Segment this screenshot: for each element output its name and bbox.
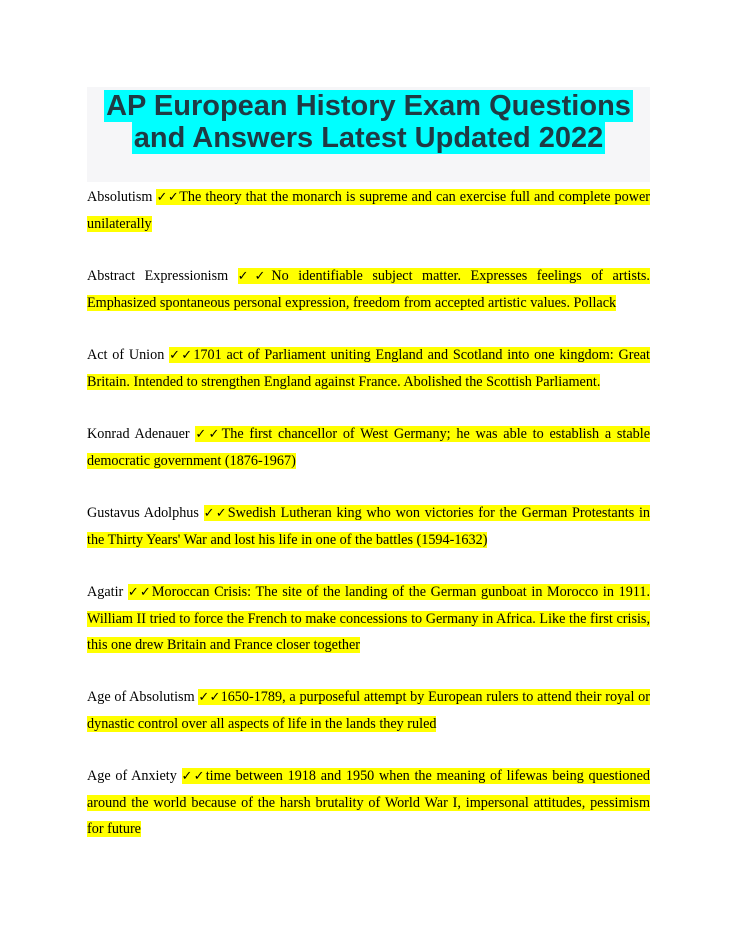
list-item	[87, 263, 650, 316]
check-mark-icon: ✓✓	[156, 190, 180, 205]
entry-definition: time between 1918 and 1950 when the meaning of lifewas being questioned around the world because of the harsh brutality of World War I, impersonal attitudes, pessimism for future	[87, 768, 650, 837]
list-item	[87, 342, 650, 395]
entry-term: Gustavus Adolphus	[87, 505, 199, 521]
check-mark-icon: ✓✓	[237, 269, 272, 284]
entry-definition: The theory that the monarch is supreme and can exercise full and complete power unilaterally	[87, 189, 650, 232]
check-mark-icon: ✓✓	[198, 690, 221, 705]
entry-term: Act of Union	[87, 347, 165, 363]
entry-term: Konrad Adenauer	[87, 426, 190, 442]
check-mark-icon: ✓✓	[127, 585, 152, 600]
title-line-1: AP European History Exam Questions	[106, 90, 631, 122]
entry-definition: No identifiable subject matter. Expresses feelings of artists. Emphasized spontaneous personal expression, freedom from accepted artistic values. Pollack	[87, 268, 650, 311]
entry-definition: Moroccan Crisis: The site of the landing of the German gunboat in Morocco in 1911. William II tried to force the French to make concessions to Germany in Africa. Like the first crisis, this one drew Britain and France closer together	[87, 584, 650, 653]
list-item	[87, 684, 650, 737]
page-title	[87, 90, 650, 154]
list-item	[87, 579, 650, 658]
entry-definition: 1701 act of Parliament uniting England and Scotland into one kingdom: Great Britain. Intended to strengthen England against France. Abolished the Scottish Parliament.	[87, 347, 650, 390]
list-item	[87, 500, 650, 553]
entry-term: Age of Anxiety	[87, 768, 177, 784]
list-item	[87, 184, 650, 237]
list-item	[87, 421, 650, 474]
list-item	[87, 763, 650, 842]
entry-term: Agatir	[87, 584, 124, 600]
entry-term: Age of Absolutism	[87, 689, 195, 705]
check-mark-icon: ✓✓	[203, 506, 228, 521]
entry-definition: 1650-1789, a purposeful attempt by European rulers to attend their royal or dynastic control over all aspects of life in the lands they ruled	[87, 689, 650, 732]
entry-list	[87, 184, 650, 868]
entry-definition: Swedish Lutheran king who won victories for the German Protestants in the Thirty Years' War and lost his life in one of the battles (1594-1632)	[87, 505, 651, 548]
check-mark-icon: ✓✓	[169, 348, 194, 363]
check-mark-icon: ✓✓	[195, 427, 222, 442]
entry-definition: The first chancellor of West Germany; he was able to establish a stable democratic government (1876-1967)	[87, 426, 650, 469]
entry-term: Abstract Expressionism	[87, 268, 229, 284]
check-mark-icon: ✓✓	[181, 769, 206, 784]
entry-term: Absolutism	[87, 189, 153, 205]
title-line-2: and Answers Latest Updated 2022	[133, 122, 604, 154]
